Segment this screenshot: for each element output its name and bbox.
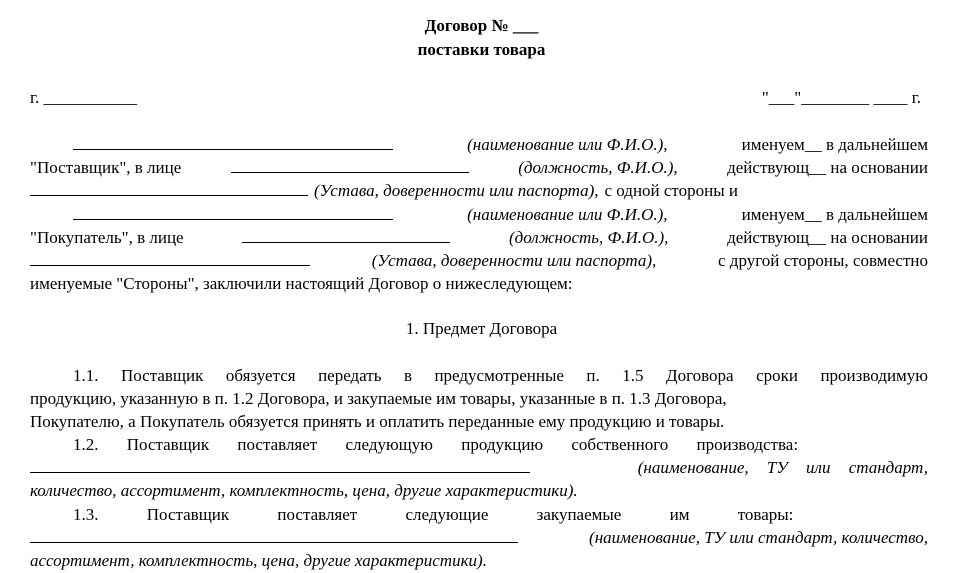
date-field: "___"________ ____ г. [761,88,921,107]
hint-text: (наименование или Ф.И.О.), [467,135,668,154]
clause-1-2-line-3 [30,479,928,502]
clause-1-2-line-2 [30,456,928,479]
preamble-text: действующ__ на основании [727,228,928,247]
document-subtitle: поставки товара [417,40,546,59]
clause-text: 1.1. Поставщик обязуется передать в предусмотренные п. 1.5 Договора сроки производимую [73,366,928,385]
blank-line [231,157,469,173]
document-title: Договор № ___ [424,16,539,35]
clause-text: продукцию, указанную в п. 1.2 Договора, и закупаемые им товары, указанные в п. 1.3 Договора, [30,389,727,408]
preamble-text: с одной стороны и [604,181,739,200]
clause-1-3-line-1 [73,503,928,526]
blank-line [30,527,518,543]
hint-text: количество, ассортимент, комплектность, цена, другие характеристики). [30,481,578,500]
hint-text: (должность, Ф.И.О.), [518,158,678,177]
preamble-text: именуемые "Стороны", заключили настоящий Договор о нижеследующем: [30,274,573,293]
clause-1-3-line-3 [30,549,928,572]
preamble-line-5 [30,226,928,249]
clause-text: 1.3. Поставщик поставляет следующие закупаемые им товары: [73,505,794,524]
section-title: 1. Предмет Договора [405,319,558,338]
clause-1-1-line-1 [73,364,928,387]
blank-line [73,204,393,220]
preamble-text: действующ__ на основании [727,158,928,177]
clause-1-1-line-3 [30,410,928,433]
preamble-line-6 [30,249,928,272]
preamble-line-7 [30,272,928,295]
hint-text: (Устава, доверенности или паспорта), [314,181,599,200]
preamble-line-3 [30,179,928,202]
blank-line [30,250,310,266]
clause-1-3-line-2 [30,526,928,549]
clause-text: 1.2. Поставщик поставляет следующую продукцию собственного производства: [73,435,799,454]
hint-text: (наименование, ТУ или стандарт, количество, [589,528,928,547]
city-field: г. ___________ [30,88,138,107]
preamble-line-2 [30,156,928,179]
preamble-line-1 [73,133,928,156]
preamble-text: "Поставщик", в лице [30,158,182,177]
preamble-text: с другой стороны, совместно [718,251,928,270]
hint-text: (должность, Ф.И.О.), [508,228,669,247]
blank-line [30,180,308,196]
blank-line [242,227,450,243]
preamble-text: "Покупатель", в лице [30,228,184,247]
preamble-line-4 [73,203,928,226]
preamble-text: именуем__ в дальнейшем [741,135,928,154]
blank-line [73,134,393,150]
hint-text: (Устава, доверенности или паспорта), [371,251,657,270]
clause-1-2-line-1 [73,433,928,456]
clause-text: Покупателю, а Покупатель обязуется принять и оплатить переданные ему продукцию и товары. [30,412,725,431]
clause-1-1-line-2 [30,387,928,410]
preamble-text: именуем__ в дальнейшем [741,205,928,224]
hint-text: ассортимент, комплектность, цена, другие характеристики). [30,551,487,570]
hint-text: (наименование или Ф.И.О.), [467,205,668,224]
blank-line [30,457,530,473]
hint-text: (наименование, ТУ или стандарт, [637,458,928,477]
